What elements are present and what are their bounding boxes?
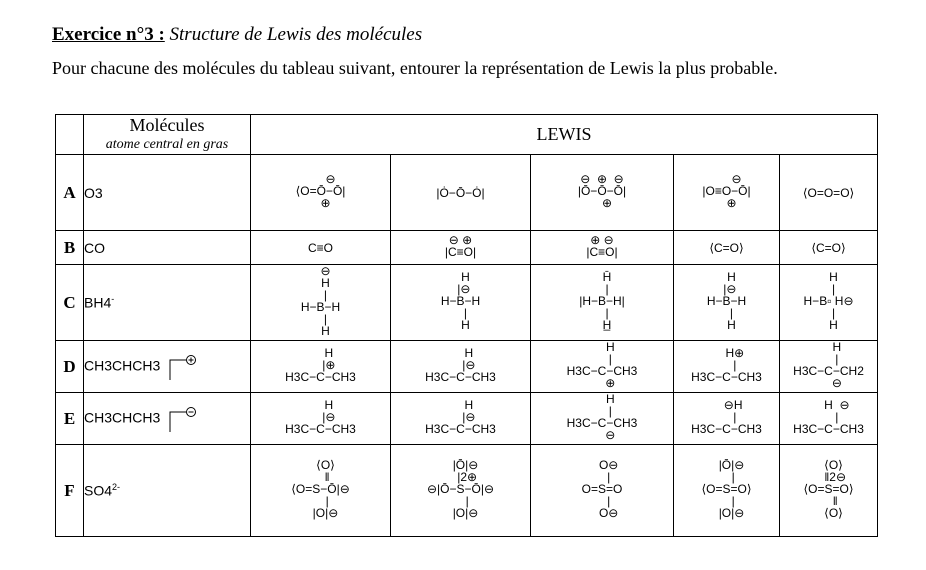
molecule-name: O3 [84,155,251,231]
table-row [56,155,878,231]
lewis-structure[interactable]: H | H3C−C−CH2 ⊖ [780,341,878,393]
lewis-structure[interactable]: ⊖ |O≡O−Ō| ⊕ [674,155,780,231]
row-letter: A [56,155,84,231]
exercise-title [52,24,422,46]
cation-bracket-icon [168,352,198,382]
lewis-structure[interactable]: H⊕ | H3C−C−CH3 [674,341,780,393]
lewis-structure[interactable]: H |⊖ H3C−C−CH3 [251,393,391,445]
lewis-structure[interactable]: ⊖ ⟨O=Ō−Ō| ⊕ [251,155,391,231]
molecule-formula: BH4 [84,294,112,311]
molecule-name: BH4- [84,265,251,341]
row-letter: F [56,445,84,537]
exercise-topic: Structure de Lewis des molécules [169,24,423,45]
lewis-structure[interactable]: ⟨O=O=O⟩ [780,155,878,231]
lewis-structure[interactable]: ⊖ ⊕ ⊖ |Ō−Ō−Ō| ⊕ [531,155,674,231]
lewis-structure[interactable]: H | H3C−C−CH3 ⊕ [531,341,674,393]
header-molecules [84,115,251,155]
molecule-formula: SO4 [84,482,113,499]
exercise-number: Exercice n°3 : [52,24,165,45]
anion-bracket-icon [168,404,198,434]
lewis-structure[interactable]: ⊖ ⊕ |C≡O| [391,231,531,265]
lewis-structure[interactable]: O⊖ | O=S=O | O⊖ [531,445,674,537]
row-letter: B [56,231,84,265]
lewis-structure[interactable]: ⊕ ⊖ |C≡O| [531,231,674,265]
header-lewis: LEWIS [251,115,878,155]
lewis-structure[interactable]: C≡O [251,231,391,265]
lewis-structure[interactable]: H |⊕ H3C−C−CH3 [251,341,391,393]
molecule-name [84,341,251,393]
table-row [56,231,878,265]
row-letter: C [56,265,84,341]
lewis-structure[interactable]: |Ȯ−Ō−Ȯ| [391,155,531,231]
molecule-formula: CH3CHCH3 [84,409,161,426]
lewis-structure[interactable]: H |⊖ H−B−H | H [674,265,780,341]
molecule-name: $SO4^{2-}$ [84,445,251,537]
lewis-structure[interactable]: H | H3C−C−CH3 ⊖ [531,393,674,445]
molecule-name [84,393,251,445]
table-row [56,265,878,341]
header-molecules-label: Molécules [129,114,205,135]
row-letter: D [56,341,84,393]
row-letter: E [56,393,84,445]
lewis-structure[interactable]: ⟨C=O⟩ [780,231,878,265]
lewis-structure[interactable]: |Ō|⊖ |2⊕ ⊖|Ō−S−Ō|⊖ | |O|⊖ [391,445,531,537]
table-row [56,445,878,537]
lewis-structure[interactable]: H ⊖ | H3C−C−CH3 [780,393,878,445]
lewis-table [55,114,878,537]
table-row [56,341,878,393]
lewis-structure[interactable]: H̄ | |H−B−H| | H̲ [531,265,674,341]
instruction-text: Pour chacune des molécules du tableau suivant, entourer la représentation de Lewis la plus probable. [52,58,778,78]
lewis-structure[interactable]: ⟨O⟩ ‖ ⟨O=S−Ō|⊖ | |O|⊖ [251,445,391,537]
corner-cell [56,115,84,155]
lewis-structure[interactable]: ⟨O⟩ ‖2⊖ ⟨O=S=O⟩ ‖ ⟨O⟩ [780,445,878,537]
molecule-formula: CH3CHCH3 [84,357,161,374]
header-subtitle: atome central en gras [105,136,229,152]
lewis-structure[interactable]: H |⊖ H−B−H | H [391,265,531,341]
lewis-structure[interactable]: H |⊖ H3C−C−CH3 [391,341,531,393]
molecule-name: CO [84,231,251,265]
lewis-structure[interactable]: ⟨C=O⟩ [674,231,780,265]
lewis-structure[interactable]: |Ō|⊖ | ⟨O=S=O⟩ | |O|⊖ [674,445,780,537]
lewis-structure[interactable]: ⊖ H | H−B−H | H [251,265,391,341]
table-row [56,393,878,445]
lewis-structure[interactable]: ⊖H | H3C−C−CH3 [674,393,780,445]
lewis-structure[interactable]: H | H−B▫ H⊖ | H [780,265,878,341]
lewis-structure[interactable]: H |⊖ H3C−C−CH3 [391,393,531,445]
